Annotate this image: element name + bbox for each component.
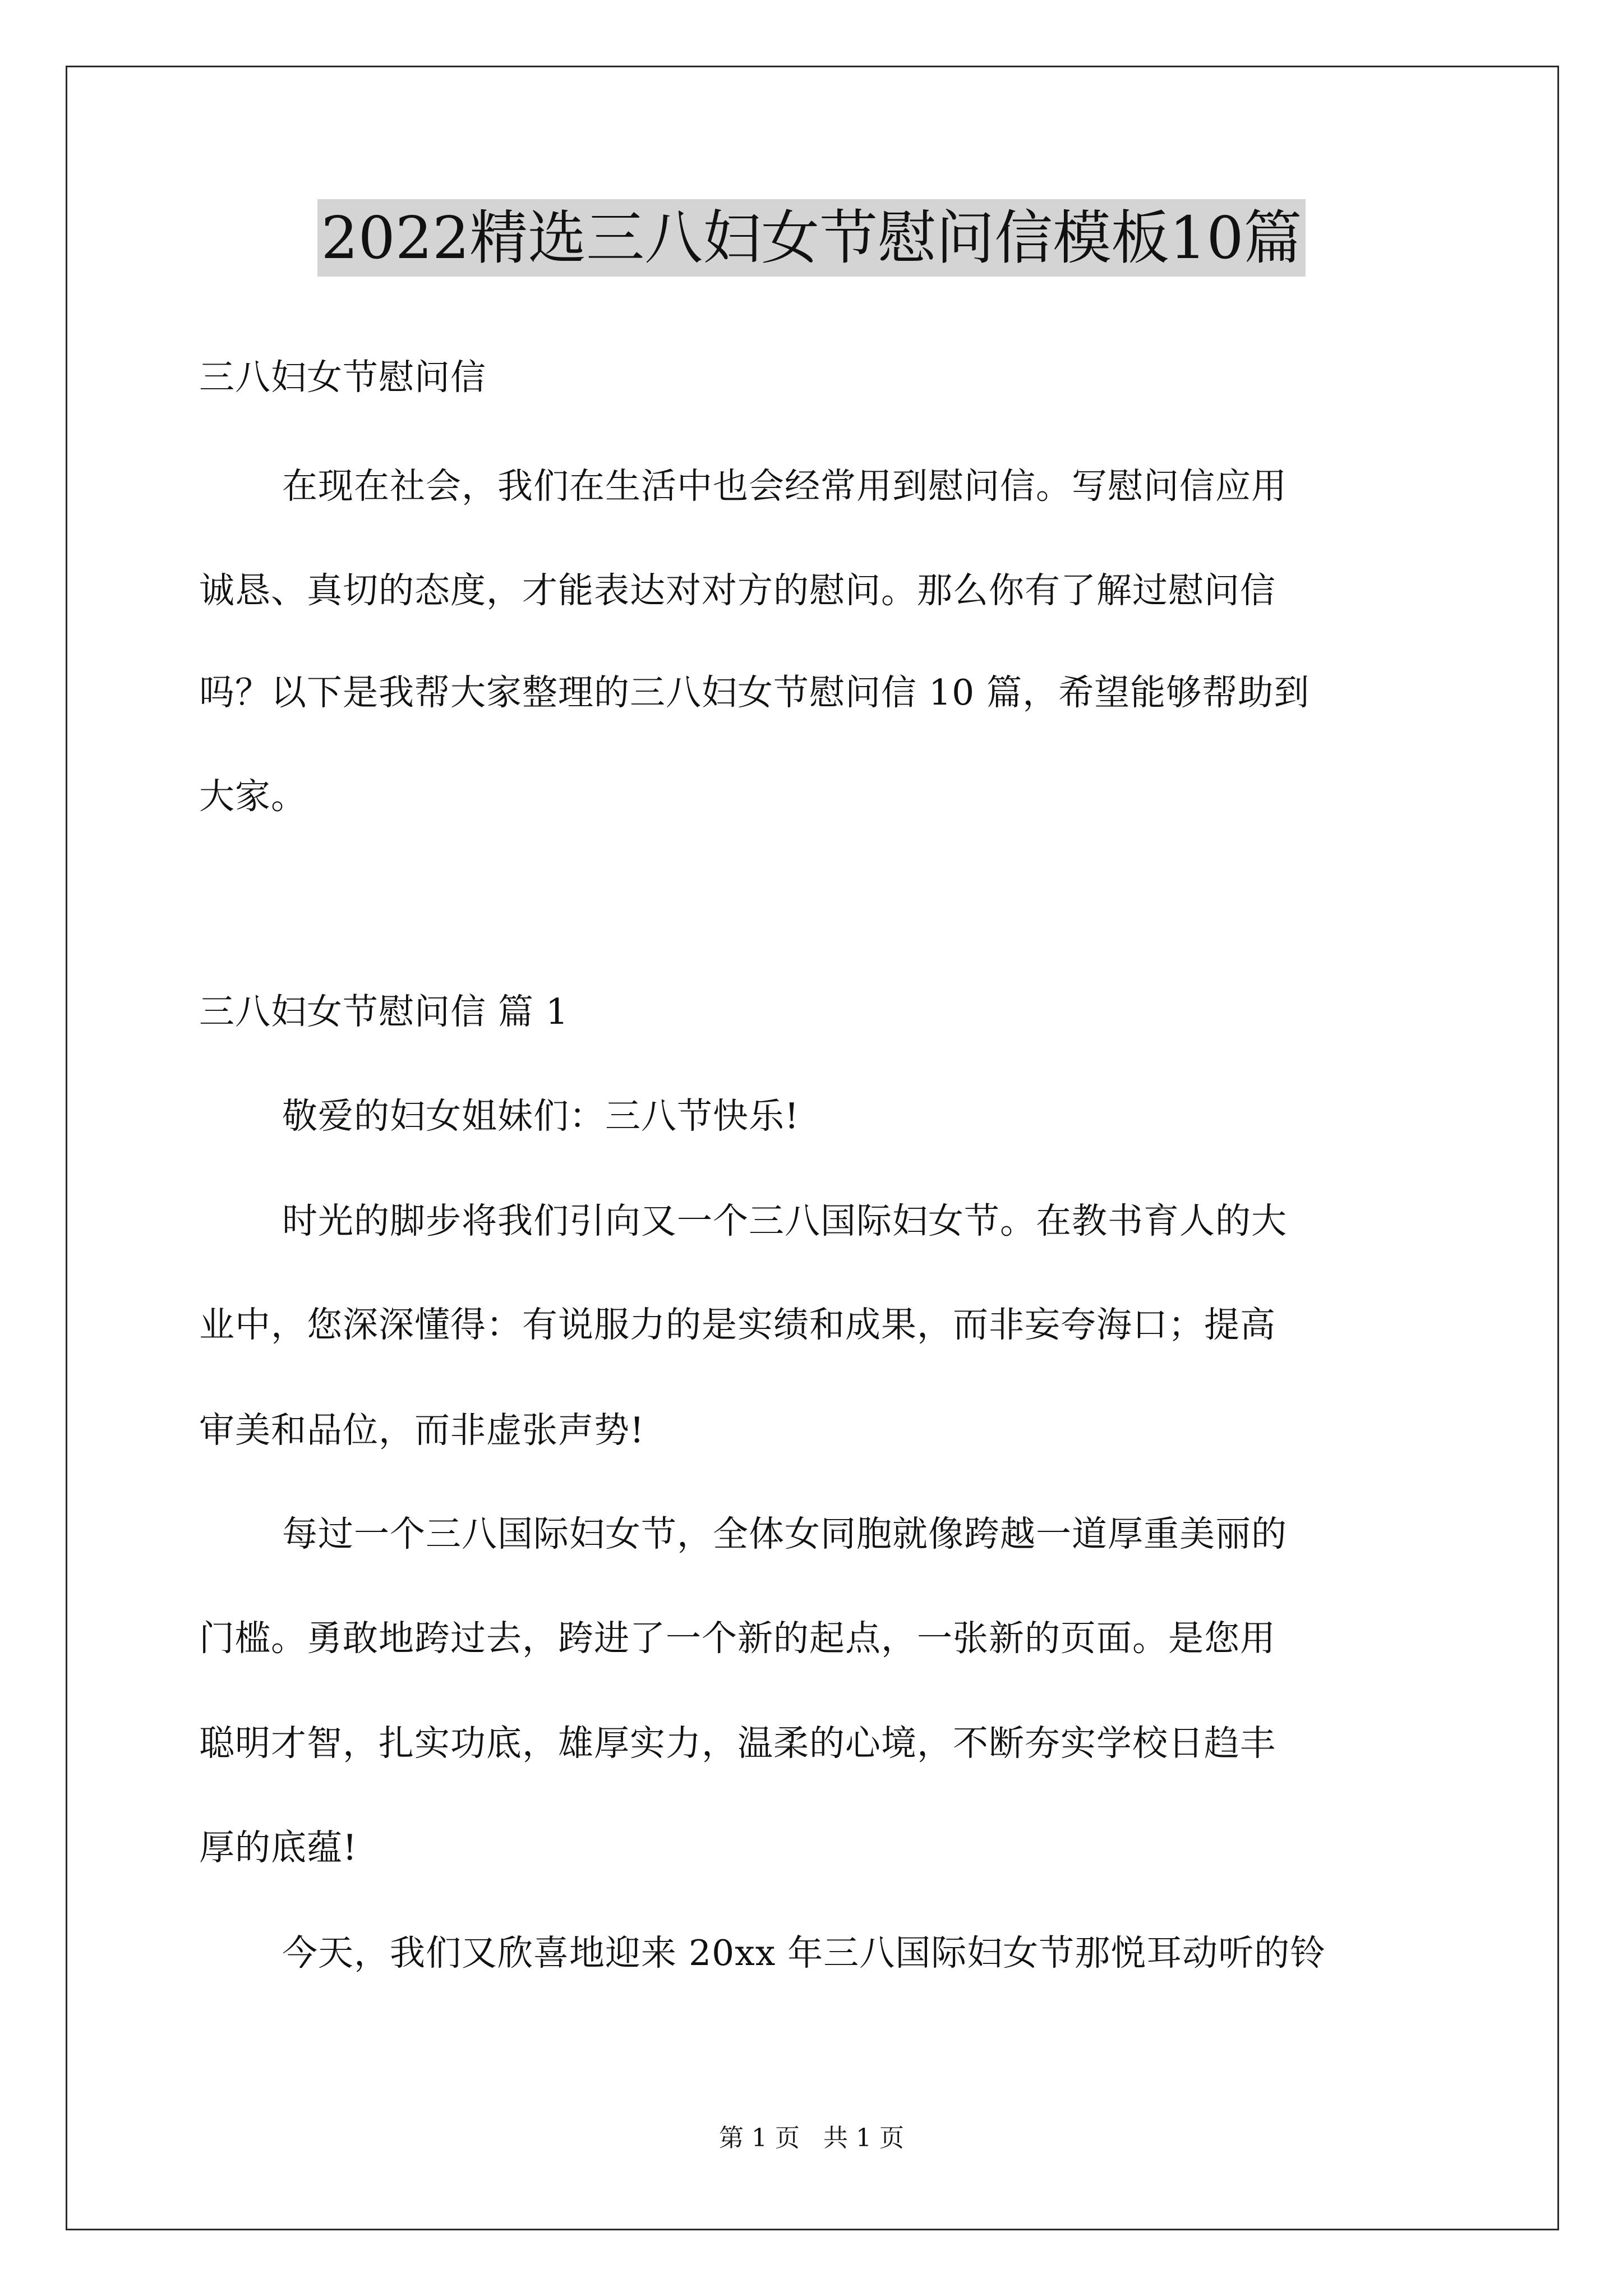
para2-line-1: 每过一个三八国际妇女节，全体女同胞就像跨越一道厚重美丽的: [282, 1513, 1287, 1554]
para3-line-1: 今天，我们又欣喜地迎来 20xx 年三八国际妇女节那悦耳动听的铃: [282, 1932, 1326, 1973]
para2-line-4: 厚的底蕴!: [199, 1827, 358, 1868]
intro-line-2: 诚恳、真切的态度，才能表达对对方的慰问。那么你有了解过慰问信: [199, 570, 1276, 611]
para2-line-2: 门槛。勇敢地跨过去，跨进了一个新的起点，一张新的页面。是您用: [199, 1618, 1276, 1659]
section-heading: 三八妇女节慰问信: [199, 357, 486, 398]
para1-line-3: 审美和品位，而非虚张声势!: [199, 1410, 645, 1451]
section1-heading: 三八妇女节慰问信 篇 1: [199, 991, 569, 1032]
document-title: 2022精选三八妇女节慰问信模板10篇: [317, 199, 1305, 277]
para1-line-1: 时光的脚步将我们引向又一个三八国际妇女节。在教书育人的大: [282, 1200, 1287, 1241]
page-footer: 第 1 页 共 1 页: [719, 2124, 904, 2152]
intro-line-1: 在现在社会，我们在生活中也会经常用到慰问信。写慰问信应用: [282, 466, 1287, 507]
para1-line-2: 业中，您深深懂得：有说服力的是实绩和成果，而非妄夸海口；提高: [199, 1304, 1276, 1345]
para2-line-3: 聪明才智，扎实功底，雄厚实力，温柔的心境，不断夯实学校日趋丰: [199, 1723, 1276, 1764]
title-wrap: [0, 199, 1623, 277]
greeting-line: 敬爱的妇女姐妹们：三八节快乐!: [282, 1096, 800, 1137]
intro-line-4: 大家。: [199, 776, 307, 817]
intro-line-3: 吗？以下是我帮大家整理的三八妇女节慰问信 10 篇，希望能够帮助到: [199, 672, 1310, 713]
